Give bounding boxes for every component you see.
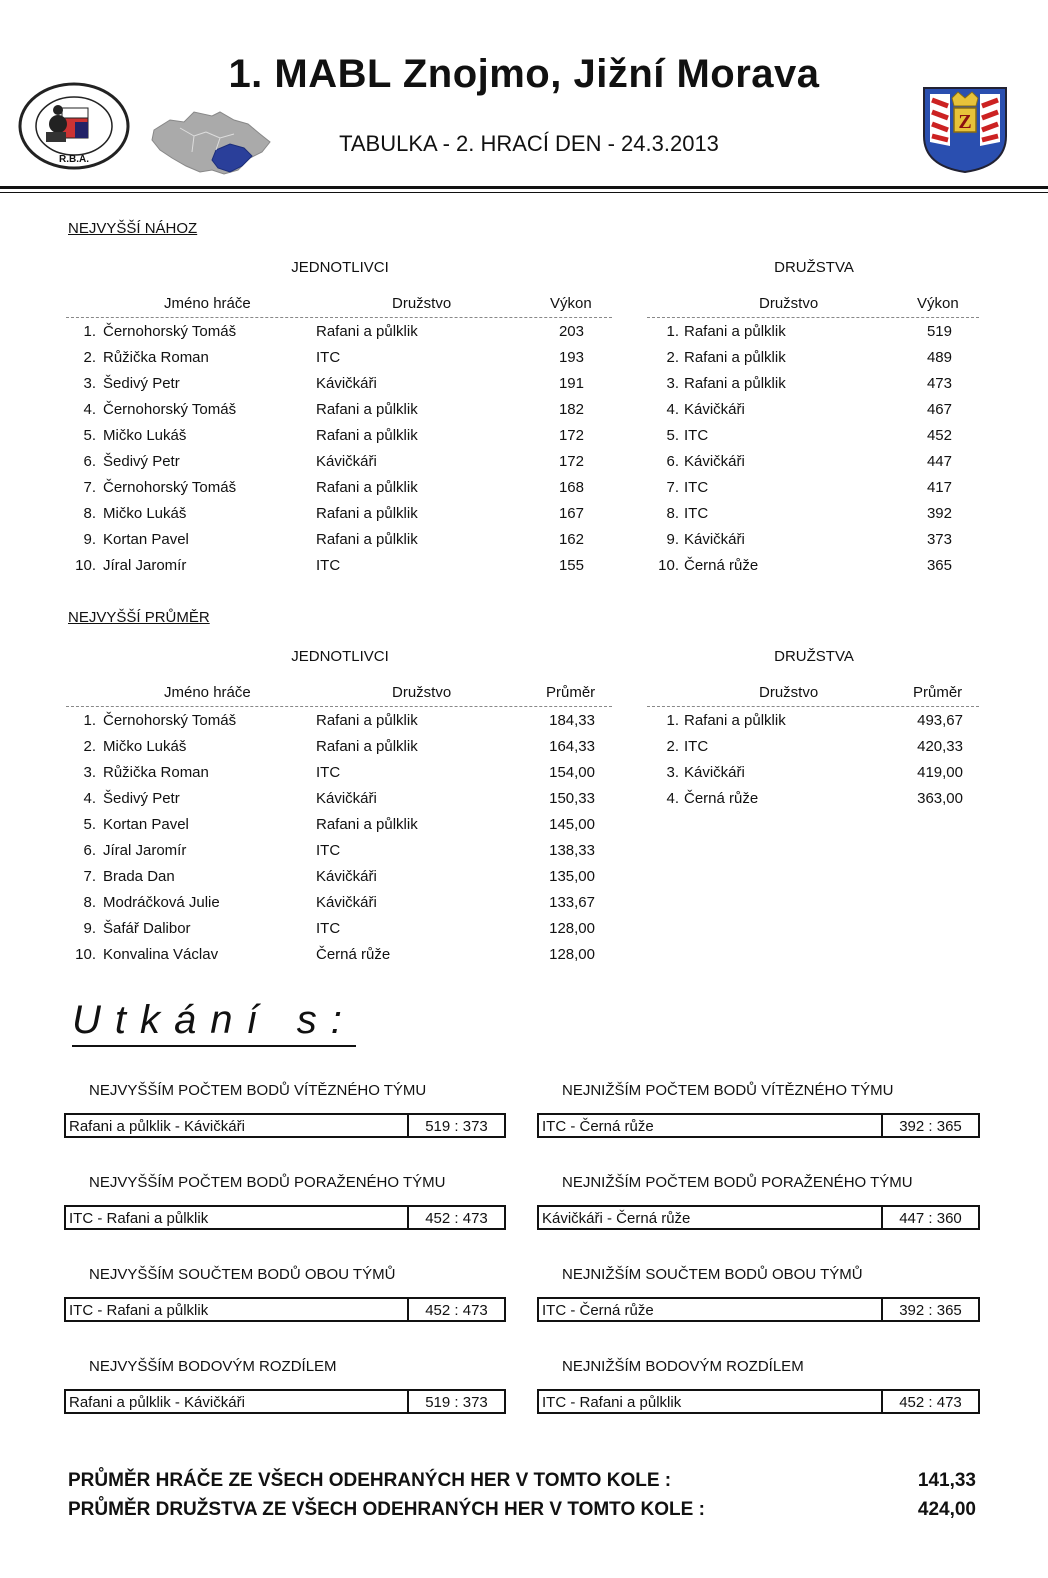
table-header (647, 293, 979, 318)
table-row (66, 785, 612, 811)
player-name-cell: Černohorský Tomáš (103, 479, 237, 496)
table-row (66, 474, 612, 500)
team-cell: Rafani a půlklik (316, 505, 418, 522)
column-header-name: Jméno hráče (164, 295, 251, 312)
team-cell: Kávičkáři (316, 375, 377, 392)
rank-cell: 3. (83, 375, 96, 392)
value-cell: 493,67 (917, 712, 963, 729)
team-cell: Černá růže (684, 557, 759, 574)
team-average-label: PRŮMĚR DRUŽSTVA ZE VŠECH ODEHRANÝCH HER V TOMTO KOLE : (68, 1499, 705, 1520)
table-row (647, 552, 979, 578)
match-category-label: NEJNIŽŠÍM POČTEM BODŮ VÍTĚZNÉHO TÝMU (562, 1082, 894, 1099)
value-cell: 154,00 (549, 764, 595, 781)
team-cell: ITC (316, 764, 341, 781)
value-cell: 203 (558, 323, 584, 340)
player-name-cell: Jíral Jaromír (103, 842, 187, 859)
utkani-heading: Utkání s: (72, 998, 356, 1047)
team-cell: Černá růže (316, 946, 391, 963)
table-row (647, 500, 979, 526)
team-cell: ITC (684, 505, 709, 522)
match-score: 392 : 365 (899, 1302, 962, 1319)
player-name-cell: Kortan Pavel (103, 816, 189, 833)
rank-cell: 4. (83, 790, 96, 807)
match-score: 452 : 473 (425, 1302, 488, 1319)
team-cell: Kávičkáři (684, 764, 745, 781)
nahoz-individual-table (66, 293, 612, 578)
team-cell: Rafani a půlklik (684, 375, 786, 392)
match-result-box (64, 1205, 506, 1230)
rank-cell: 9. (83, 531, 96, 548)
match-result-box (64, 1389, 506, 1414)
rank-cell: 8. (83, 894, 96, 911)
match-score: 519 : 373 (425, 1118, 488, 1135)
player-name-cell: Kortan Pavel (103, 531, 189, 548)
team-cell: Rafani a půlklik (316, 531, 418, 548)
match-category-label: NEJVYŠŠÍM BODOVÝM ROZDÍLEM (89, 1358, 337, 1375)
rank-cell: 5. (83, 816, 96, 833)
column-header-team: Družstvo (392, 295, 452, 312)
table-row (66, 344, 612, 370)
table-row (647, 759, 979, 785)
team-cell: ITC (684, 738, 709, 755)
value-cell: 145,00 (549, 816, 595, 833)
table-row (66, 370, 612, 396)
table-body (647, 318, 979, 578)
nahoz-teams-table (647, 293, 979, 578)
table-row (66, 526, 612, 552)
team-cell: Rafani a půlklik (316, 479, 418, 496)
header-divider-thin (0, 192, 1048, 193)
team-cell: ITC (316, 842, 341, 859)
rank-cell: 8. (666, 505, 679, 522)
value-cell: 128,00 (549, 946, 595, 963)
table-row (66, 941, 612, 967)
team-cell: ITC (316, 557, 341, 574)
value-cell: 363,00 (917, 790, 963, 807)
rank-cell: 6. (83, 842, 96, 859)
match-category-label: NEJVYŠŠÍM SOUČTEM BODŮ OBOU TÝMŮ (89, 1266, 396, 1283)
rank-cell: 4. (666, 790, 679, 807)
team-cell: Rafani a půlklik (684, 323, 786, 340)
table-row (66, 707, 612, 733)
table-row (647, 733, 979, 759)
header-divider (0, 186, 1048, 189)
match-category-label: NEJNIŽŠÍM POČTEM BODŮ PORAŽENÉHO TÝMU (562, 1174, 913, 1191)
player-name-cell: Šedivý Petr (103, 375, 180, 392)
column-header-value: Průměr (546, 684, 596, 701)
player-name-cell: Šedivý Petr (103, 790, 180, 807)
rba-logo-icon (18, 82, 130, 170)
value-cell: 392 (926, 505, 952, 522)
table-row (647, 474, 979, 500)
team-cell: Kávičkáři (684, 531, 745, 548)
match-category-label: NEJNIŽŠÍM BODOVÝM ROZDÍLEM (562, 1358, 804, 1375)
value-cell: 373 (926, 531, 952, 548)
rank-cell: 10. (75, 557, 96, 574)
team-cell: Rafani a půlklik (684, 712, 786, 729)
match-score: 452 : 473 (425, 1210, 488, 1227)
match-result-box (537, 1113, 980, 1138)
value-cell: 135,00 (549, 868, 595, 885)
znojmo-crest-icon (922, 86, 1008, 174)
value-cell: 182 (558, 401, 584, 418)
rank-cell: 5. (666, 427, 679, 444)
rank-cell: 9. (83, 920, 96, 937)
match-score: 392 : 365 (899, 1118, 962, 1135)
section-heading-prumer: NEJVYŠŠÍ PRŮMĚR (68, 609, 210, 626)
team-cell: Rafani a půlklik (316, 427, 418, 444)
rank-cell: 10. (75, 946, 96, 963)
table-row (647, 785, 979, 811)
rank-cell: 6. (83, 453, 96, 470)
value-cell: 420,33 (917, 738, 963, 755)
team-cell: Kávičkáři (316, 453, 377, 470)
match-score: 452 : 473 (899, 1394, 962, 1411)
player-name-cell: Modráčková Julie (103, 894, 220, 911)
svg-text:Z: Z (958, 111, 972, 133)
page-title: 1. MABL Znojmo, Jižní Morava (228, 52, 820, 96)
team-cell: Rafani a půlklik (316, 738, 418, 755)
team-cell: Rafani a půlklik (684, 349, 786, 366)
prumer-teams-table (647, 682, 979, 811)
value-cell: 133,67 (549, 894, 595, 911)
table-row (66, 915, 612, 941)
player-average-label: PRŮMĚR HRÁČE ZE VŠECH ODEHRANÝCH HER V TOMTO KOLE : (68, 1470, 672, 1491)
team-cell: Kávičkáři (684, 401, 745, 418)
team-cell: Kávičkáři (316, 868, 377, 885)
rank-cell: 1. (83, 323, 96, 340)
rank-cell: 4. (666, 401, 679, 418)
table-body (66, 707, 612, 967)
value-cell: 168 (558, 479, 584, 496)
rank-cell: 1. (666, 712, 679, 729)
player-name-cell: Černohorský Tomáš (103, 712, 237, 729)
player-name-cell: Růžička Roman (103, 349, 209, 366)
team-cell: ITC (684, 479, 709, 496)
table-row (66, 422, 612, 448)
value-cell: 155 (558, 557, 584, 574)
match-result-box (537, 1389, 980, 1414)
match-score: 447 : 360 (899, 1210, 962, 1227)
player-name-cell: Černohorský Tomáš (103, 323, 237, 340)
rank-cell: 4. (83, 401, 96, 418)
team-cell: Kávičkáři (684, 453, 745, 470)
team-cell: Rafani a půlklik (316, 401, 418, 418)
table-header (647, 682, 979, 707)
player-name-cell: Růžička Roman (103, 764, 209, 781)
table-row (647, 396, 979, 422)
table-row (647, 448, 979, 474)
rank-cell: 1. (83, 712, 96, 729)
team-cell: ITC (316, 349, 341, 366)
rank-cell: 7. (666, 479, 679, 496)
team-cell: Rafani a půlklik (316, 816, 418, 833)
player-name-cell: Brada Dan (103, 868, 175, 885)
column-header-value: Výkon (917, 295, 959, 312)
table-body (66, 318, 612, 578)
team-cell: ITC (684, 427, 709, 444)
column-header-value: Výkon (550, 295, 592, 312)
value-cell: 167 (558, 505, 584, 522)
value-cell: 184,33 (549, 712, 595, 729)
player-name-cell: Šafář Dalibor (103, 920, 191, 937)
team-cell: ITC (316, 920, 341, 937)
match-teams: ITC - Černá růže (542, 1302, 654, 1319)
section-heading-nahoz: NEJVYŠŠÍ NÁHOZ (68, 220, 198, 237)
table-row (647, 707, 979, 733)
logo-text-bottom: R.B.A. (59, 154, 89, 165)
team-average-value: 424,00 (917, 1499, 976, 1520)
match-result-box (64, 1113, 506, 1138)
player-name-cell: Konvalina Václav (103, 946, 219, 963)
rank-cell: 7. (83, 479, 96, 496)
match-category-label: NEJNIŽŠÍM SOUČTEM BODŮ OBOU TÝMŮ (562, 1266, 863, 1283)
player-name-cell: Černohorský Tomáš (103, 401, 237, 418)
team-cell: Černá růže (684, 790, 759, 807)
table-header (66, 682, 612, 707)
value-cell: 417 (926, 479, 952, 496)
table-row (66, 811, 612, 837)
match-score: 519 : 373 (425, 1394, 488, 1411)
table-row (66, 396, 612, 422)
rank-cell: 5. (83, 427, 96, 444)
value-cell: 473 (926, 375, 952, 392)
value-cell: 138,33 (549, 842, 595, 859)
rank-cell: 2. (666, 738, 679, 755)
match-teams: ITC - Rafani a půlklik (69, 1210, 209, 1227)
prumer-individual-table (66, 682, 612, 967)
table-row (66, 552, 612, 578)
table-row (66, 889, 612, 915)
player-name-cell: Mičko Lukáš (103, 427, 187, 444)
match-category-label: NEJVYŠŠÍM POČTEM BODŮ PORAŽENÉHO TÝMU (89, 1174, 446, 1191)
rank-cell: 1. (666, 323, 679, 340)
team-cell: Rafani a půlklik (316, 712, 418, 729)
player-name-cell: Mičko Lukáš (103, 505, 187, 522)
rank-cell: 6. (666, 453, 679, 470)
column-header-team: Družstvo (392, 684, 452, 701)
rank-cell: 2. (83, 738, 96, 755)
table-row (647, 370, 979, 396)
rank-cell: 10. (658, 557, 679, 574)
czech-map-icon (150, 108, 272, 178)
match-teams: ITC - Rafani a půlklik (69, 1302, 209, 1319)
table-row (647, 526, 979, 552)
player-name-cell: Mičko Lukáš (103, 738, 187, 755)
rank-cell: 3. (666, 764, 679, 781)
value-cell: 172 (558, 453, 584, 470)
match-result-box (537, 1205, 980, 1230)
table-row (66, 837, 612, 863)
table-row (66, 500, 612, 526)
column-header-team: Družstvo (759, 684, 819, 701)
value-cell: 150,33 (549, 790, 595, 807)
player-average-value: 141,33 (917, 1470, 976, 1491)
team-cell: Rafani a půlklik (316, 323, 418, 340)
rank-cell: 8. (83, 505, 96, 522)
group-heading-individual: JEDNOTLIVCI (291, 259, 389, 276)
match-teams: ITC - Rafani a půlklik (542, 1394, 682, 1411)
table-row (647, 344, 979, 370)
table-body (647, 707, 979, 811)
table-row (66, 733, 612, 759)
value-cell: 419,00 (917, 764, 963, 781)
value-cell: 365 (926, 557, 952, 574)
player-name-cell: Šedivý Petr (103, 453, 180, 470)
match-teams: Rafani a půlklik - Kávičkáři (69, 1394, 245, 1411)
value-cell: 191 (558, 375, 584, 392)
match-teams: Kávičkáři - Černá růže (542, 1210, 691, 1227)
group-heading-teams: DRUŽSTVA (774, 648, 854, 665)
rank-cell: 9. (666, 531, 679, 548)
value-cell: 467 (926, 401, 952, 418)
table-row (66, 318, 612, 344)
value-cell: 519 (926, 323, 952, 340)
column-header-name: Jméno hráče (164, 684, 251, 701)
table-row (66, 448, 612, 474)
group-heading-individual: JEDNOTLIVCI (291, 648, 389, 665)
value-cell: 447 (926, 453, 952, 470)
rank-cell: 3. (666, 375, 679, 392)
table-row (647, 318, 979, 344)
team-cell: Kávičkáři (316, 894, 377, 911)
match-teams: ITC - Černá růže (542, 1118, 654, 1135)
value-cell: 164,33 (549, 738, 595, 755)
value-cell: 128,00 (549, 920, 595, 937)
value-cell: 489 (926, 349, 952, 366)
table-row (66, 863, 612, 889)
value-cell: 193 (558, 349, 584, 366)
group-heading-teams: DRUŽSTVA (774, 259, 854, 276)
table-header (66, 293, 612, 318)
match-category-label: NEJVYŠŠÍM POČTEM BODŮ VÍTĚZNÉHO TÝMU (89, 1082, 427, 1099)
page-subtitle: TABULKA - 2. HRACÍ DEN - 24.3.2013 (339, 131, 719, 156)
team-cell: Kávičkáři (316, 790, 377, 807)
column-header-value: Průměr (913, 684, 963, 701)
table-row (66, 759, 612, 785)
match-result-box (64, 1297, 506, 1322)
value-cell: 452 (926, 427, 952, 444)
value-cell: 162 (558, 531, 584, 548)
rank-cell: 7. (83, 868, 96, 885)
rank-cell: 2. (666, 349, 679, 366)
table-row (647, 422, 979, 448)
rank-cell: 2. (83, 349, 96, 366)
match-result-box (537, 1297, 980, 1322)
rank-cell: 3. (83, 764, 96, 781)
player-name-cell: Jíral Jaromír (103, 557, 187, 574)
match-teams: Rafani a půlklik - Kávičkáři (69, 1118, 245, 1135)
value-cell: 172 (558, 427, 584, 444)
column-header-team: Družstvo (759, 295, 819, 312)
